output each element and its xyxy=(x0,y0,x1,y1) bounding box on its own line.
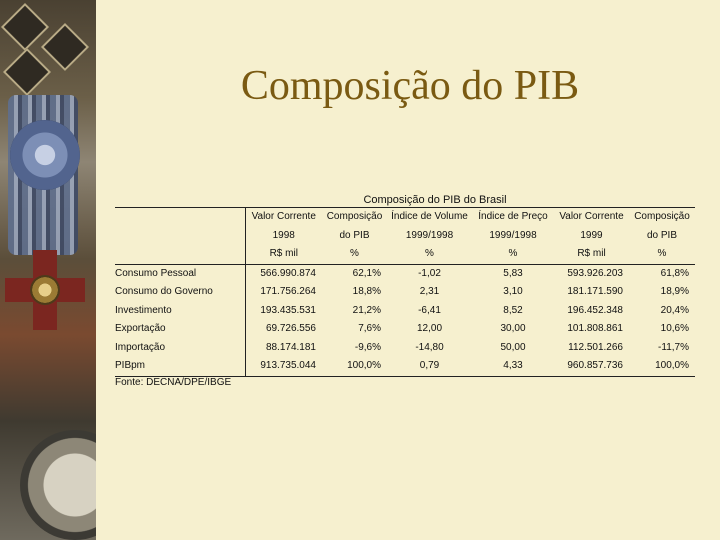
row-label: Exportação xyxy=(115,320,245,339)
table-cell: 100,0% xyxy=(629,357,695,376)
table-cell: 100,0% xyxy=(322,357,387,376)
table-cell: 101.808.861 xyxy=(567,323,623,334)
table-cell: 3,10 xyxy=(503,286,523,297)
table-cell: 5,83 xyxy=(503,267,523,279)
table-cell: 30,00 xyxy=(500,323,526,334)
table-cell: 18,8% xyxy=(352,286,381,297)
table-cell: 196.452.348 xyxy=(567,304,623,316)
table-row xyxy=(115,357,695,376)
slide-title: Composição do PIB xyxy=(240,63,580,109)
header-cell: R$ mil xyxy=(245,245,322,264)
decorative-medal-photo xyxy=(0,0,96,540)
table-cell: 181.171.590 xyxy=(567,286,623,297)
row-label: Importação xyxy=(115,339,245,358)
header-cell: Índice de Preço xyxy=(472,208,554,227)
header-blank-cell xyxy=(115,245,245,264)
table-cell: -14,80 xyxy=(415,341,444,353)
header-cell: % xyxy=(387,245,472,264)
compass-image xyxy=(20,430,96,540)
table-caption: Composição do PIB do Brasil xyxy=(363,194,507,206)
row-label: Investimento xyxy=(115,302,245,321)
table-cell: 18,9% xyxy=(660,286,689,297)
table-cell: 10,6% xyxy=(660,323,689,334)
header-row xyxy=(115,245,695,264)
decorative-tile xyxy=(3,48,51,96)
table-cell: -1,02 xyxy=(418,267,441,279)
header-row xyxy=(115,227,695,246)
table-row xyxy=(115,302,695,321)
table-cell: 2,31 xyxy=(419,286,440,297)
table-cell: 7,6% xyxy=(358,323,381,334)
table-cell: -9,6% xyxy=(354,341,381,353)
header-blank-cell xyxy=(115,227,245,246)
pib-table-figure xyxy=(115,193,695,391)
table-row xyxy=(115,264,695,283)
table-row xyxy=(115,339,695,358)
table-cell: 61,8% xyxy=(660,267,689,279)
header-cell: Composição xyxy=(322,208,387,227)
table-cell: 593.926.203 xyxy=(567,267,623,279)
header-cell: R$ mil xyxy=(554,245,629,264)
row-label: Consumo Pessoal xyxy=(115,264,245,283)
row-label: PIBpm xyxy=(115,357,245,376)
pib-composition-table xyxy=(115,207,695,377)
table-cell: -11,7% xyxy=(658,341,689,353)
medal-rosette xyxy=(10,120,80,190)
table-cell: 88.174.181 xyxy=(265,341,316,353)
table-cell: 193.435.531 xyxy=(260,304,316,316)
table-cell: 171.756.264 xyxy=(260,286,316,297)
table-row xyxy=(115,283,695,302)
header-cell: do PIB xyxy=(646,229,678,241)
header-cell: 1999 xyxy=(580,229,603,241)
table-cell: 566.990.874 xyxy=(260,267,316,279)
table-cell: 913.735.044 xyxy=(245,357,322,376)
header-cell: % xyxy=(322,245,387,264)
table-cell: 112.501.266 xyxy=(568,341,623,353)
table-cell: 8,52 xyxy=(503,304,523,316)
table-cell: 960.857.736 xyxy=(554,357,629,376)
header-cell: Composição xyxy=(629,208,695,227)
header-cell: 1998 xyxy=(272,229,295,241)
table-row xyxy=(115,320,695,339)
table-cell: 50,00 xyxy=(500,341,526,353)
header-cell: % xyxy=(629,245,695,264)
table-cell: 21,2% xyxy=(352,304,381,316)
header-cell: do PIB xyxy=(339,229,370,241)
decorative-tile xyxy=(1,3,49,51)
table-cell: 62,1% xyxy=(352,267,381,279)
table-cell: 0,79 xyxy=(387,357,472,376)
table-source: Fonte: DECNA/DPE/IBGE xyxy=(115,376,232,388)
header-cell: 1999/1998 xyxy=(405,229,454,241)
table-cell: 20,4% xyxy=(660,304,689,316)
table-cell: 12,00 xyxy=(416,323,443,334)
header-cell: Valor Corrente xyxy=(245,208,322,227)
row-label: Consumo do Governo xyxy=(115,283,245,302)
decorative-tile xyxy=(41,23,89,71)
header-cell: % xyxy=(472,245,554,264)
header-row xyxy=(115,208,695,227)
header-cell: 1999/1998 xyxy=(489,229,537,241)
header-blank-cell xyxy=(115,208,245,227)
medal-cross-center xyxy=(30,275,60,305)
table-cell: 69.726.556 xyxy=(265,323,316,334)
table-cell: -6,41 xyxy=(418,304,441,316)
header-cell: Índice de Volume xyxy=(387,208,472,227)
header-cell: Valor Corrente xyxy=(554,208,629,227)
table-cell: 4,33 xyxy=(472,357,554,376)
